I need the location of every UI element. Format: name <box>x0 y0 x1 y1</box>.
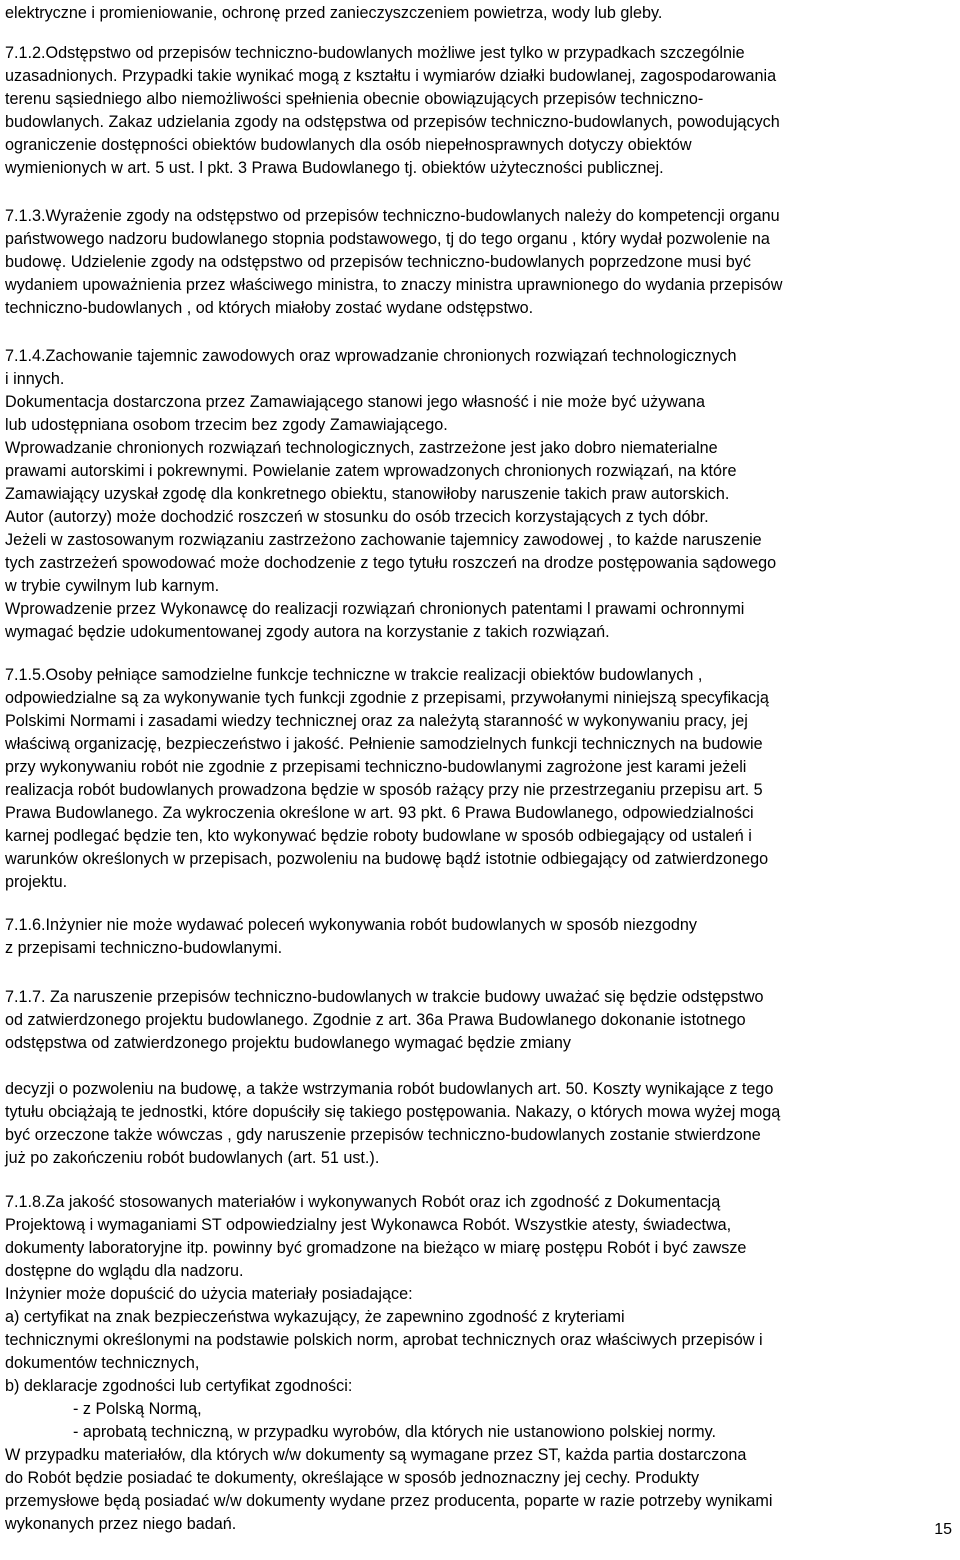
section-7-1-5-line-1: 7.1.5.Osoby pełniące samodzielne funkcje techniczne w trakcie realizacji obiektów budowlanych , <box>5 666 703 684</box>
section-7-1-7-line-6: być orzeczone także wówczas , gdy naruszenie przepisów techniczno-budowlanych zostanie stwierdzone <box>5 1126 761 1144</box>
section-7-1-2-line-1: 7.1.2.Odstępstwo od przepisów techniczno-budowlanych możliwe jest tylko w przypadkach szczególnie <box>5 44 745 62</box>
section-7-1-8-list-item-2: - aprobatą techniczną, w przypadku wyrobów, dla których nie ustanowiono polskiej normy. <box>73 1423 717 1441</box>
text-line-1: elektryczne i promieniowanie, ochronę przed zanieczyszczeniem powietrza, wody lub gleby. <box>5 4 663 22</box>
section-7-1-8-line-9: b) deklaracje zgodności lub certyfikat zgodności: <box>5 1377 353 1395</box>
section-7-1-3-line-3: budowę. Udzielenie zgody na odstępstwo od przepisów techniczno-budowlanych poprzedzone musi być <box>5 253 751 271</box>
section-7-1-4-line-11: w trybie cywilnym lub karnym. <box>5 577 220 595</box>
page-number: 15 <box>934 1521 952 1538</box>
section-7-1-5-line-5: przy wykonywaniu robót nie zgodnie z przepisami techniczno-budowlanymi zagrożone jest karami jeżeli <box>5 758 747 776</box>
section-7-1-5-line-2: odpowiedzialne są za wykonywanie tych funkcji zgodnie z przepisami, przywołanymi niniejszą specyfikacją <box>5 689 769 707</box>
section-7-1-5-line-10: projektu. <box>5 873 68 891</box>
section-7-1-4-line-4: lub udostępniana osobom trzecim bez zgody Zamawiającego. <box>5 416 448 434</box>
section-7-1-8-line-3: dokumenty laboratoryjne itp. powinny być gromadzone na bieżąco w miarę postępu Robót i być zawsze <box>5 1239 747 1257</box>
section-7-1-3-line-4: wydaniem upoważnienia przez właściwego ministra, to znaczy ministra uprawnionego do wydania przepisów <box>5 276 783 294</box>
section-7-1-8-line-6: a) certyfikat na znak bezpieczeństwa wykazujący, że zapewnino zgodność z kryteriami <box>5 1308 625 1326</box>
section-7-1-8-line-1: 7.1.8.Za jakość stosowanych materiałów i wykonywanych Robót oraz ich zgodność z Dokumentacją <box>5 1193 721 1211</box>
section-7-1-4-line-8: Autor (autorzy) może dochodzić roszczeń w stosunku do osób trzecich korzystających z tych dóbr. <box>5 508 709 526</box>
section-7-1-8-line-13: wykonanych przez niego badań. <box>5 1515 237 1533</box>
section-7-1-2-line-5: ograniczenie dostępności obiektów budowlanych dla osób niepełnosprawnych dotyczy obiektów <box>5 136 692 154</box>
section-7-1-6-line-1: 7.1.6.Inżynier nie może wydawać poleceń wykonywania robót budowlanych w sposób niezgodny <box>5 916 697 934</box>
section-7-1-7-line-5: tytułu obciążają te jednostki, które dopuściły się takiego postępowania. Nakazy, o których mowa wyżej mogą <box>5 1103 781 1121</box>
section-7-1-8-line-7: technicznymi określonymi na podstawie polskich norm, aprobat technicznych oraz właściwych przepisów i <box>5 1331 763 1349</box>
section-7-1-2-line-4: budowlanych. Zakaz udzielania zgody na odstępstwa od przepisów techniczno-budowlanych, powodujących <box>5 113 780 131</box>
section-7-1-7-line-2: od zatwierdzonego projektu budowlanego. Zgodnie z art. 36a Prawa Budowlanego dokonanie istotnego <box>5 1011 746 1029</box>
section-7-1-8-line-10: W przypadku materiałów, dla których w/w dokumenty są wymagane przez ST, każda partia dostarczona <box>5 1446 747 1464</box>
section-7-1-3-line-1: 7.1.3.Wyrażenie zgody na odstępstwo od przepisów techniczno-budowlanych należy do kompetencji organu <box>5 207 780 225</box>
section-7-1-2-line-3: terenu sąsiedniego albo niemożliwości spełnienia obecnie obowiązujących przepisów techniczno- <box>5 90 704 108</box>
section-7-1-4-line-3: Dokumentacja dostarczona przez Zamawiającego stanowi jego własność i nie może być używana <box>5 393 706 411</box>
section-7-1-7-line-3: odstępstwa od zatwierdzonego projektu budowlanego wymagać będzie zmiany <box>5 1034 572 1052</box>
section-7-1-8-line-4: dostępne do wglądu dla nadzoru. <box>5 1262 244 1280</box>
section-7-1-4-line-10: tych zastrzeżeń spowodować może dochodzenie z tego tytułu roszczeń na drodze postępowania sądowego <box>5 554 777 572</box>
section-7-1-4-line-12: Wprowadzenie przez Wykonawcę do realizacji rozwiązań chronionych patentami l prawami ochronnymi <box>5 600 745 618</box>
section-7-1-2-line-2: uzasadnionych. Przypadki takie wynikać mogą z kształtu i wymiarów działki budowlanej, zagospodarowania <box>5 67 777 85</box>
section-7-1-3-line-2: państwowego nadzoru budowlanego stopnia podstawowego, tj do tego organu , który wydał pozwolenie na <box>5 230 770 248</box>
section-7-1-5-line-6: realizacja robót budowlanych prowadzona będzie w sposób rażący przy nie przestrzeganiu przepisu art. 5 <box>5 781 763 799</box>
section-7-1-8-line-2: Projektową i wymaganiami ST odpowiedzialny jest Wykonawca Robót. Wszystkie atesty, świadectwa, <box>5 1216 732 1234</box>
section-7-1-2-line-6: wymienionych w art. 5 ust. l pkt. 3 Prawa Budowlanego tj. obiektów użyteczności publicznej. <box>5 159 664 177</box>
section-7-1-5-line-7: Prawa Budowlanego. Za wykroczenia określone w art. 93 pkt. 6 Prawa Budowlanego, odpowiedzialności <box>5 804 754 822</box>
section-7-1-7-line-1: 7.1.7. Za naruszenie przepisów techniczno-budowlanych w trakcie budowy uważać się będzie odstępstwo <box>5 988 764 1006</box>
section-7-1-8-line-11: do Robót będzie posiadać te dokumenty, określające w sposób jednoznaczny jej cechy. Produkty <box>5 1469 700 1487</box>
section-7-1-7-line-7: już po zakończeniu robót budowlanych (art. 51 ust.). <box>5 1149 380 1167</box>
section-7-1-4-line-7: Zamawiający uzyskał zgodę dla konkretnego obiektu, stanowiłoby naruszenie takich praw autorskich. <box>5 485 730 503</box>
section-7-1-4-line-6: prawami autorskimi i pokrewnymi. Powielanie zatem wprowadzonych chronionych rozwiązań, na które <box>5 462 737 480</box>
section-7-1-8-line-12: przemysłowe będą posiadać w/w dokumenty wydane przez producenta, poparte w razie potrzeby wynikami <box>5 1492 773 1510</box>
section-7-1-5-line-9: warunków określonych w przepisach, pozwoleniu na budowę bądź istotnie odbiegający od zatwierdzonego <box>5 850 769 868</box>
section-7-1-5-line-4: właściwą organizację, bezpieczeństwo i jakość. Pełnienie samodzielnych funkcji technicznych na budowie <box>5 735 763 753</box>
section-7-1-8-list-item-1: - z Polską Normą, <box>73 1400 202 1418</box>
section-7-1-3-line-5: techniczno-budowlanych , od których miałoby zostać wydane odstępstwo. <box>5 299 534 317</box>
section-7-1-4-line-13: wymagać będzie udokumentowanej zgody autora na korzystanie z takich rozwiązań. <box>5 623 610 641</box>
section-7-1-8-line-8: dokumentów technicznych, <box>5 1354 200 1372</box>
section-7-1-4-line-5: Wprowadzanie chronionych rozwiązań technologicznych, zastrzeżone jest jako dobro niematerialne <box>5 439 718 457</box>
section-7-1-4-line-9: Jeżeli w zastosowanym rozwiązaniu zastrzeżono zachowanie tajemnicy zawodowej , to każde naruszenie <box>5 531 762 549</box>
section-7-1-4-line-2: i innych. <box>5 370 65 388</box>
section-7-1-5-line-8: karnej podlegać będzie ten, kto wykonywać będzie roboty budowlane w sposób odbiegający od ustaleń i <box>5 827 752 845</box>
section-7-1-7-line-4: decyzji o pozwoleniu na budowę, a także wstrzymania robót budowlanych art. 50. Koszty wynikające z tego <box>5 1080 774 1098</box>
section-7-1-6-line-2: z przepisami techniczno-budowlanymi. <box>5 939 283 957</box>
section-7-1-8-line-5: Inżynier może dopuścić do użycia materiały posiadające: <box>5 1285 413 1303</box>
section-7-1-4-line-1: 7.1.4.Zachowanie tajemnic zawodowych oraz wprowadzanie chronionych rozwiązań technologicznych <box>5 347 737 365</box>
section-7-1-5-line-3: Polskimi Normami i zasadami wiedzy technicznej oraz za należytą staranność w wykonywaniu pracy, jej <box>5 712 748 730</box>
